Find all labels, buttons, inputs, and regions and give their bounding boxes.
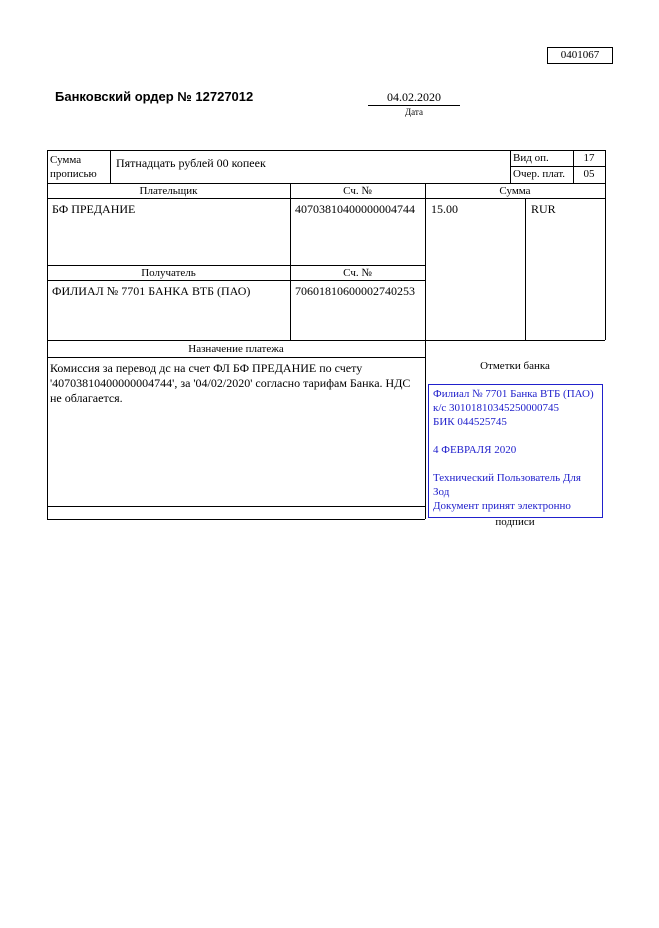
date-underline <box>368 105 460 106</box>
stamp-line: БИК 044525745 <box>433 416 507 428</box>
stamp-line: Филиал № 7701 Банка ВТБ (ПАО) <box>433 388 594 400</box>
sum-value: 15.00 <box>431 202 458 216</box>
stamp-line <box>433 457 598 471</box>
payee-name: ФИЛИАЛ № 7701 БАНКА ВТБ (ПАО) <box>52 284 251 298</box>
date-value: 04.02.2020 <box>387 90 441 104</box>
sum-currency: RUR <box>531 202 556 216</box>
purpose-header: Назначение платежа <box>188 343 284 355</box>
table-border <box>47 150 605 151</box>
payment-priority-label: Очер. плат. <box>513 168 566 180</box>
stamp-line: к/с 30101810345250000745 <box>433 402 560 414</box>
table-border <box>47 340 605 341</box>
table-border <box>110 150 111 183</box>
stamp-line <box>433 429 598 443</box>
payee-account: 70601810600002740253 <box>295 284 415 298</box>
table-border <box>47 183 605 184</box>
operation-type-label: Вид оп. <box>513 152 549 164</box>
stamp-line: Технический Пользователь Для Зод <box>433 472 581 498</box>
payer-name: БФ ПРЕДАНИЕ <box>52 202 136 216</box>
payer-account-header: Сч. № <box>343 185 372 197</box>
table-border <box>510 150 511 183</box>
table-border <box>525 198 526 340</box>
operation-type-value: 17 <box>583 152 595 164</box>
stamp-line: 4 ФЕВРАЛЯ 2020 <box>433 444 517 456</box>
amount-in-words: Пятнадцать рублей 00 копеек <box>116 156 266 170</box>
payer-account: 40703810400000004744 <box>295 202 415 216</box>
form-code: 0401067 <box>560 49 600 61</box>
bank-marks-header: Отметки банка <box>480 360 550 372</box>
table-border <box>425 183 426 519</box>
payer-header: Плательщик <box>139 185 198 197</box>
bank-stamp <box>428 384 603 518</box>
table-border <box>290 183 291 340</box>
stamp-line: Документ принят электронно <box>433 500 571 512</box>
document-title: Банковский ордер № 12727012 <box>55 89 254 104</box>
table-border <box>510 166 605 167</box>
table-border <box>47 357 425 358</box>
date-label: Дата <box>405 107 423 117</box>
table-border <box>47 519 425 520</box>
sum-header: Сумма <box>499 185 531 197</box>
table-border <box>47 150 48 519</box>
purpose-text: Комиссия за перевод дс на счет ФЛ БФ ПРЕДАНИЕ по счету '40703810400000004744', за '04/02/2020' согласно тарифам Банка. НДС не облагается. <box>50 361 411 405</box>
payee-account-header: Сч. № <box>343 267 372 279</box>
table-border <box>47 265 425 266</box>
signatures-label: подписи <box>495 516 535 528</box>
table-border <box>47 506 425 507</box>
amount-in-words-label: Сумма прописью <box>50 154 97 180</box>
table-border <box>605 150 606 340</box>
table-border <box>47 198 605 199</box>
form-code-box <box>547 47 613 64</box>
table-border <box>47 280 425 281</box>
payment-priority-value: 05 <box>583 168 595 180</box>
payee-header: Получатель <box>141 267 196 279</box>
